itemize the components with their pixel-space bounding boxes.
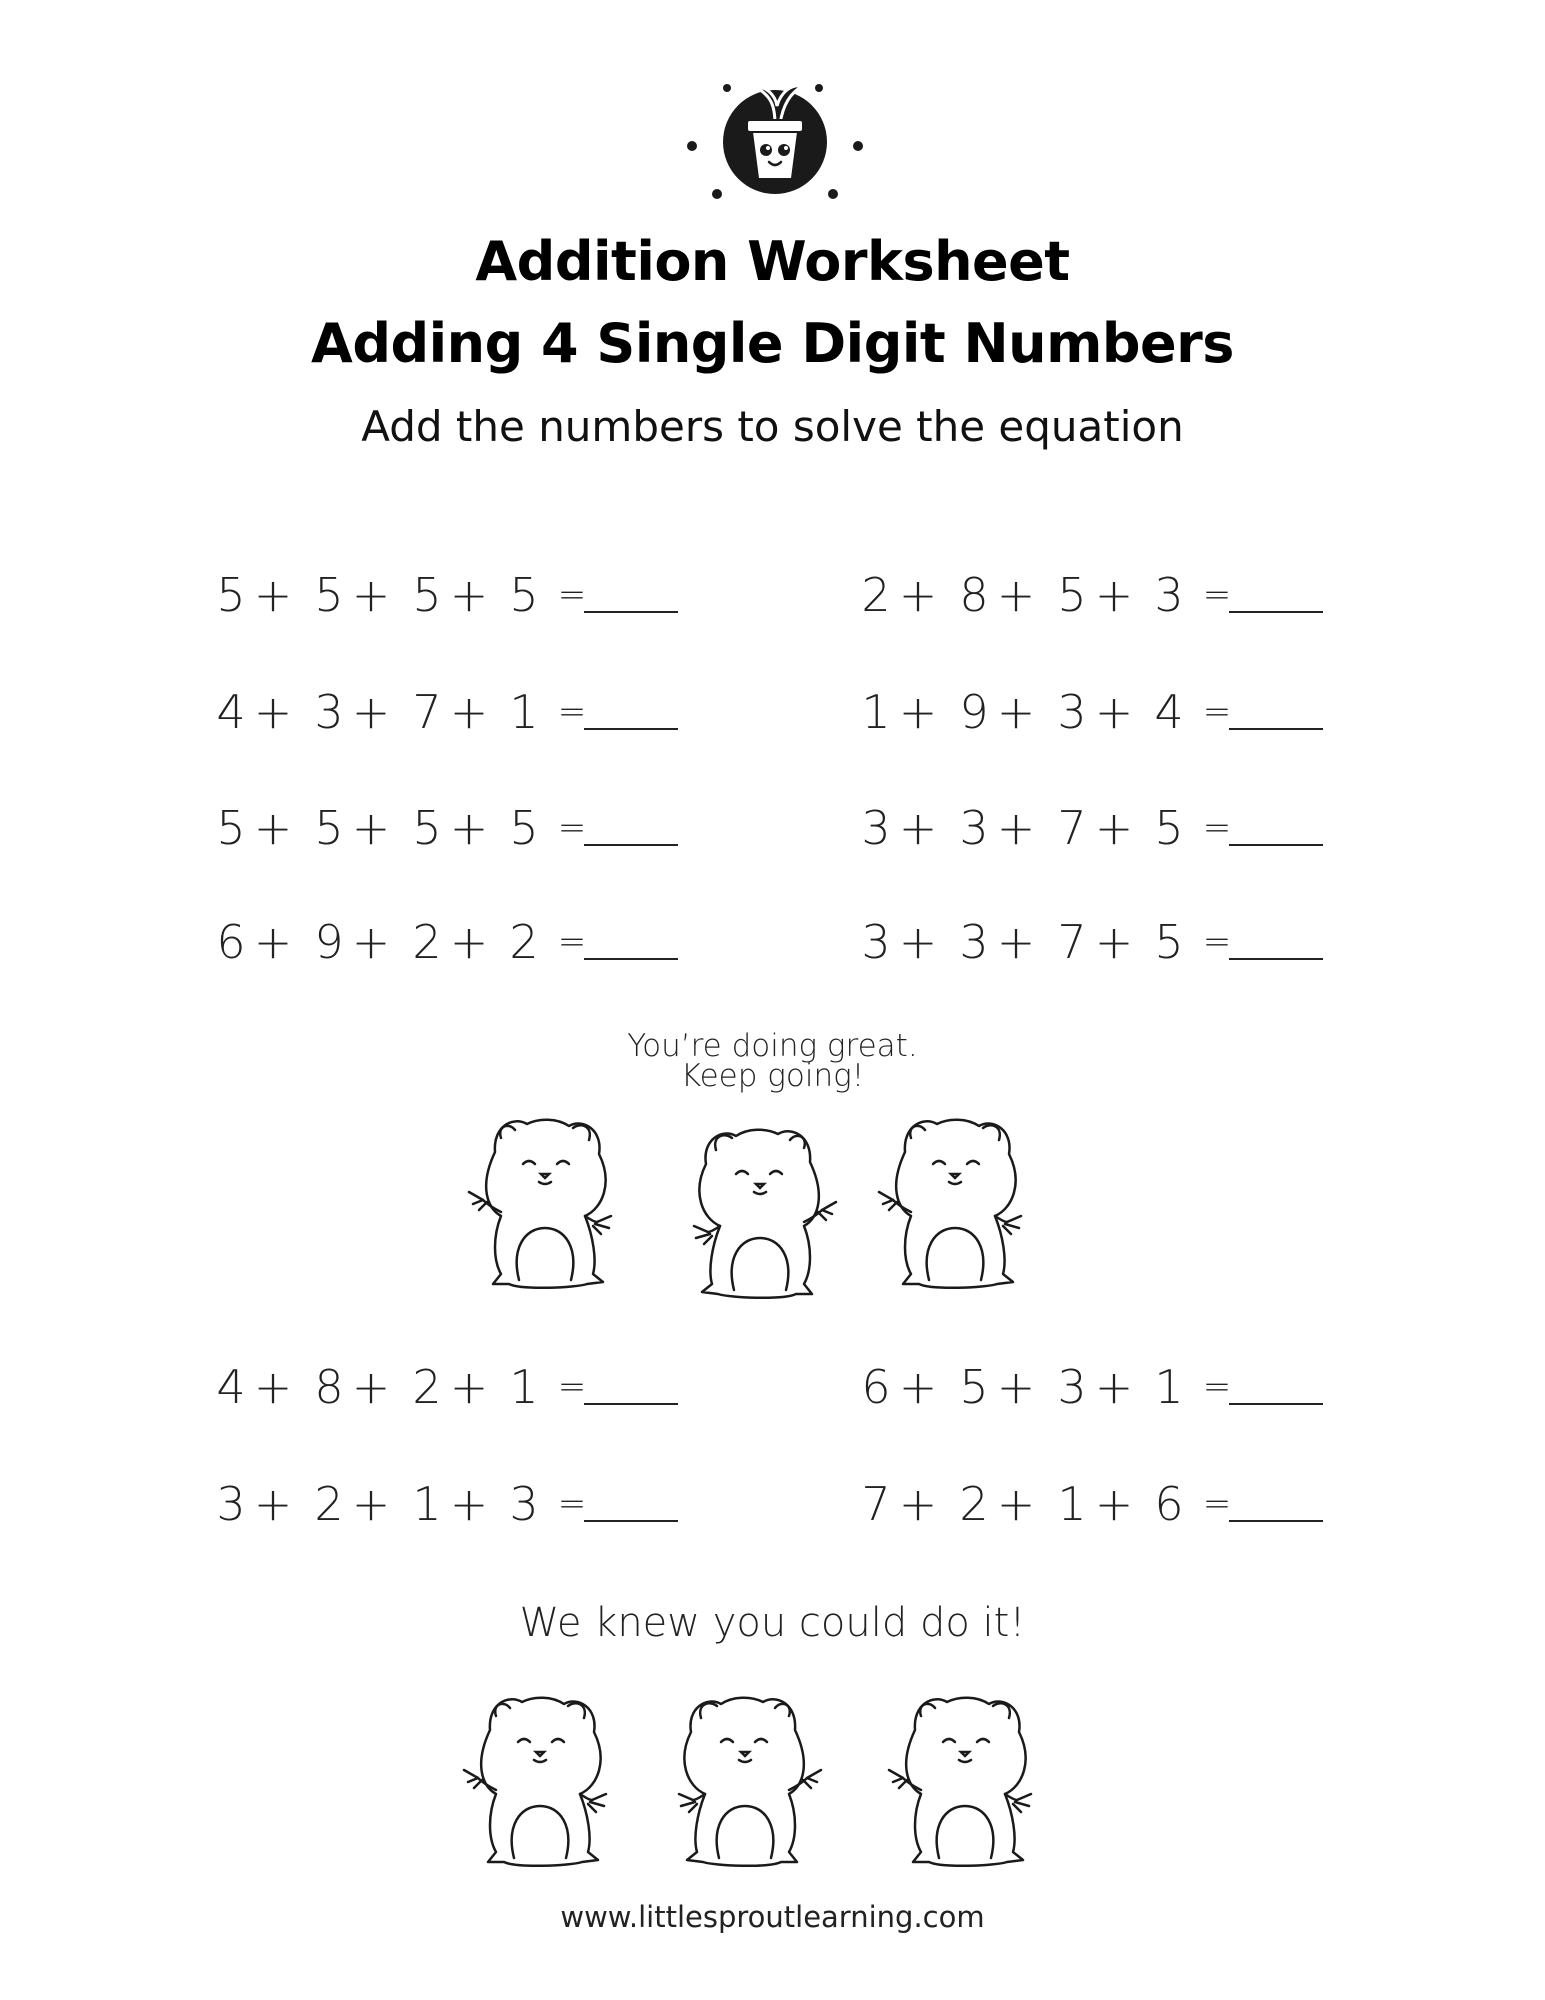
plus-sign: + xyxy=(1094,801,1134,855)
addend-1: 7 xyxy=(861,1477,891,1531)
addend-4: 2 xyxy=(509,915,539,969)
addend-2: 3 xyxy=(959,915,989,969)
plus-sign: + xyxy=(449,915,489,969)
answer-blank[interactable] xyxy=(584,728,678,730)
plus-sign: + xyxy=(351,915,391,969)
answer-blank[interactable] xyxy=(584,611,678,613)
plus-sign: + xyxy=(253,568,293,622)
addend-4: 1 xyxy=(1154,1360,1184,1414)
hamster-icon xyxy=(885,1690,1035,1870)
addend-2: 2 xyxy=(314,1477,344,1531)
worksheet-title: Addition Worksheet xyxy=(475,230,1070,293)
addend-1: 1 xyxy=(861,685,891,739)
addend-3: 5 xyxy=(412,801,442,855)
encouragement-line-1: You’re doing great. xyxy=(627,1028,918,1064)
plus-sign: + xyxy=(253,801,293,855)
plus-sign: + xyxy=(898,685,938,739)
addend-4: 6 xyxy=(1154,1477,1184,1531)
addend-4: 1 xyxy=(509,685,539,739)
addend-3: 2 xyxy=(412,1360,442,1414)
addend-3: 1 xyxy=(412,1477,442,1531)
equation-set1-6 xyxy=(858,798,1328,858)
addend-2: 9 xyxy=(314,915,344,969)
equals-sign: = xyxy=(1202,575,1232,615)
plus-sign: + xyxy=(449,1360,489,1414)
equation-set2-2 xyxy=(858,1357,1328,1417)
equals-sign: = xyxy=(557,1367,587,1407)
hamster-icon xyxy=(675,1690,825,1870)
plus-sign: + xyxy=(996,568,1036,622)
plus-sign: + xyxy=(351,1360,391,1414)
plus-sign: + xyxy=(253,685,293,739)
plus-sign: + xyxy=(351,801,391,855)
addend-1: 5 xyxy=(216,801,246,855)
equation-set2-4 xyxy=(858,1474,1328,1534)
equals-sign: = xyxy=(557,922,587,962)
addend-3: 2 xyxy=(412,915,442,969)
plus-sign: + xyxy=(1094,1477,1134,1531)
plus-sign: + xyxy=(449,568,489,622)
addend-2: 5 xyxy=(314,568,344,622)
plus-sign: + xyxy=(449,685,489,739)
equation-set1-7 xyxy=(213,912,683,972)
addend-3: 3 xyxy=(1057,1360,1087,1414)
answer-blank[interactable] xyxy=(584,958,678,960)
equation-set1-4 xyxy=(858,682,1328,742)
plus-sign: + xyxy=(1094,1360,1134,1414)
addend-4: 5 xyxy=(1154,801,1184,855)
plus-sign: + xyxy=(996,1360,1036,1414)
hamster-icon xyxy=(875,1112,1025,1292)
answer-blank[interactable] xyxy=(1229,728,1323,730)
plus-sign: + xyxy=(1094,685,1134,739)
addend-4: 4 xyxy=(1154,685,1184,739)
addend-3: 1 xyxy=(1057,1477,1087,1531)
addend-2: 8 xyxy=(959,568,989,622)
addend-4: 5 xyxy=(509,801,539,855)
plus-sign: + xyxy=(351,1477,391,1531)
addend-3: 7 xyxy=(1057,915,1087,969)
plus-sign: + xyxy=(253,1477,293,1531)
equals-sign: = xyxy=(1202,808,1232,848)
addend-1: 6 xyxy=(861,1360,891,1414)
instructions: Add the numbers to solve the equation xyxy=(361,402,1184,451)
answer-blank[interactable] xyxy=(1229,1403,1323,1405)
answer-blank[interactable] xyxy=(1229,844,1323,846)
addend-4: 3 xyxy=(1154,568,1184,622)
plus-sign: + xyxy=(898,568,938,622)
addend-3: 7 xyxy=(1057,801,1087,855)
plus-sign: + xyxy=(253,915,293,969)
plus-sign: + xyxy=(1094,915,1134,969)
equals-sign: = xyxy=(557,692,587,732)
answer-blank[interactable] xyxy=(584,1403,678,1405)
addend-3: 5 xyxy=(1057,568,1087,622)
plus-sign: + xyxy=(898,1360,938,1414)
addend-1: 2 xyxy=(861,568,891,622)
plus-sign: + xyxy=(1094,568,1134,622)
addend-3: 3 xyxy=(1057,685,1087,739)
plus-sign: + xyxy=(449,801,489,855)
addend-3: 5 xyxy=(412,568,442,622)
equals-sign: = xyxy=(1202,922,1232,962)
equation-set2-1 xyxy=(213,1357,683,1417)
addend-4: 5 xyxy=(509,568,539,622)
equals-sign: = xyxy=(557,1484,587,1524)
equals-sign: = xyxy=(1202,1484,1232,1524)
plus-sign: + xyxy=(351,568,391,622)
plus-sign: + xyxy=(996,801,1036,855)
addend-1: 6 xyxy=(216,915,246,969)
equation-set1-2 xyxy=(858,565,1328,625)
equation-set2-3 xyxy=(213,1474,683,1534)
addend-4: 3 xyxy=(509,1477,539,1531)
equation-set1-8 xyxy=(858,912,1328,972)
addend-2: 2 xyxy=(959,1477,989,1531)
answer-blank[interactable] xyxy=(1229,1520,1323,1522)
addend-2: 5 xyxy=(959,1360,989,1414)
addend-4: 5 xyxy=(1154,915,1184,969)
plus-sign: + xyxy=(898,1477,938,1531)
plus-sign: + xyxy=(351,685,391,739)
equals-sign: = xyxy=(1202,692,1232,732)
addend-2: 8 xyxy=(314,1360,344,1414)
answer-blank[interactable] xyxy=(1229,958,1323,960)
equals-sign: = xyxy=(1202,1367,1232,1407)
addend-2: 3 xyxy=(959,801,989,855)
addend-1: 5 xyxy=(216,568,246,622)
plus-sign: + xyxy=(996,915,1036,969)
addend-2: 5 xyxy=(314,801,344,855)
addend-1: 3 xyxy=(861,915,891,969)
equals-sign: = xyxy=(557,808,587,848)
addend-1: 4 xyxy=(216,685,246,739)
worksheet-subtitle: Adding 4 Single Digit Numbers xyxy=(311,312,1234,375)
addend-2: 3 xyxy=(314,685,344,739)
plus-sign: + xyxy=(449,1477,489,1531)
equation-set1-5 xyxy=(213,798,683,858)
plant-pot-logo-icon xyxy=(687,66,863,208)
hamster-icon xyxy=(690,1122,840,1302)
addend-2: 9 xyxy=(959,685,989,739)
encouragement-final: We knew you could do it! xyxy=(519,1600,1026,1646)
addend-4: 1 xyxy=(509,1360,539,1414)
hamster-icon xyxy=(465,1112,615,1292)
equation-set1-1 xyxy=(213,565,683,625)
equation-set1-3 xyxy=(213,682,683,742)
addend-1: 3 xyxy=(861,801,891,855)
addend-1: 3 xyxy=(216,1477,246,1531)
plus-sign: + xyxy=(996,1477,1036,1531)
encouragement-line-2: Keep going! xyxy=(680,1058,865,1094)
plus-sign: + xyxy=(898,801,938,855)
plus-sign: + xyxy=(996,685,1036,739)
plus-sign: + xyxy=(253,1360,293,1414)
answer-blank[interactable] xyxy=(584,1520,678,1522)
answer-blank[interactable] xyxy=(1229,611,1323,613)
answer-blank[interactable] xyxy=(584,844,678,846)
footer-url[interactable]: www.littlesproutlearning.com xyxy=(560,1900,985,1934)
plus-sign: + xyxy=(898,915,938,969)
hamster-icon xyxy=(460,1690,610,1870)
addend-1: 4 xyxy=(216,1360,246,1414)
addend-3: 7 xyxy=(412,685,442,739)
equals-sign: = xyxy=(557,575,587,615)
